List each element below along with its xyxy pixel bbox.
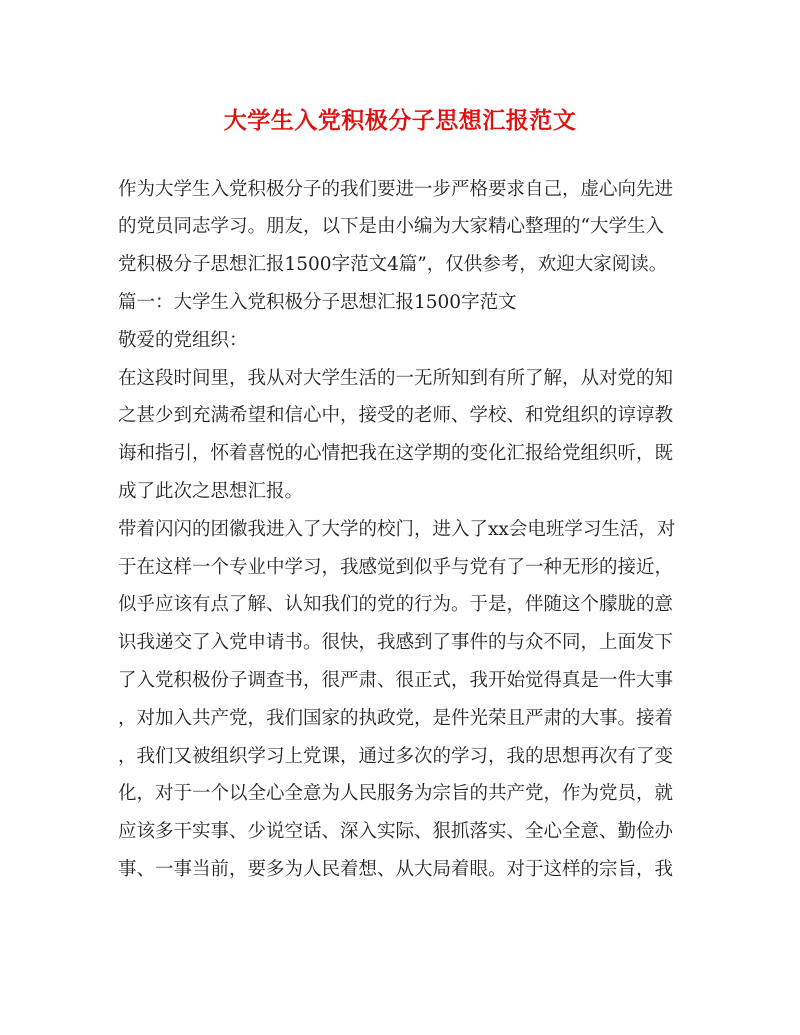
paragraph-line: 在这段时间里，我从对大学生活的一无所知到有所了解，从对党的知 xyxy=(118,368,674,389)
paragraph-line: 党积极分子思想汇报1500字范文4篇”，仅供参考，欢迎大家阅读。 xyxy=(118,254,668,275)
paragraph-line: 篇一：大学生入党积极分子思想汇报1500字范文 xyxy=(118,292,517,313)
paragraph-line: 敬爱的党组织： xyxy=(118,330,248,351)
paragraph-line: 似乎应该有点了解、认知我们的党的行为。于是，伴随这个朦胧的意 xyxy=(118,594,674,615)
paragraph-line: 带着闪闪的团徽我进入了大学的校门，进入了xx会电班学习生活，对 xyxy=(118,519,676,540)
paragraph-line: 作为大学生入党积极分子的我们要进一步严格要求自己，虚心向先进 xyxy=(118,179,674,200)
paragraph-line: ，我们又被组织学习上党课，通过多次的学习，我的思想再次有了变 xyxy=(118,746,674,767)
document-title: 大学生入党积极分子思想汇报范文 xyxy=(223,107,577,134)
paragraph-line: 的党员同志学习。朋友，以下是由小编为大家精心整理的“大学生入 xyxy=(118,216,664,237)
paragraph-line: ，对加入共产党，我们国家的执政党，是件光荣且严肃的大事。接着 xyxy=(118,708,674,729)
paragraph-line: 成了此次之思想汇报。 xyxy=(118,481,304,502)
paragraph-line: 应该多干实事、少说空话、深入实际、狠抓落实、全心全意、勤俭办 xyxy=(118,821,674,842)
paragraph-line: 识我递交了入党申请书。很快，我感到了事件的与众不同，上面发下 xyxy=(118,632,674,653)
paragraph-line: 了入党积极份子调查书，很严肃、很正式，我开始觉得真是一件大事 xyxy=(118,670,674,691)
paragraph-line: 诲和指引，怀着喜悦的心情把我在这学期的变化汇报给党组织听，既 xyxy=(118,443,674,464)
paragraph-line: 化，对于一个以全心全意为人民服务为宗旨的共产党，作为党员，就 xyxy=(118,783,674,804)
paragraph-line: 于在这样一个专业中学习，我感觉到似乎与党有了一种无形的接近， xyxy=(118,557,674,578)
paragraph-line: 之甚少到充满希望和信心中，接受的老师、学校、和党组织的谆谆教 xyxy=(118,405,674,426)
paragraph-line: 事、一事当前，要多为人民着想、从大局着眼。对于这样的宗旨，我 xyxy=(118,859,674,880)
